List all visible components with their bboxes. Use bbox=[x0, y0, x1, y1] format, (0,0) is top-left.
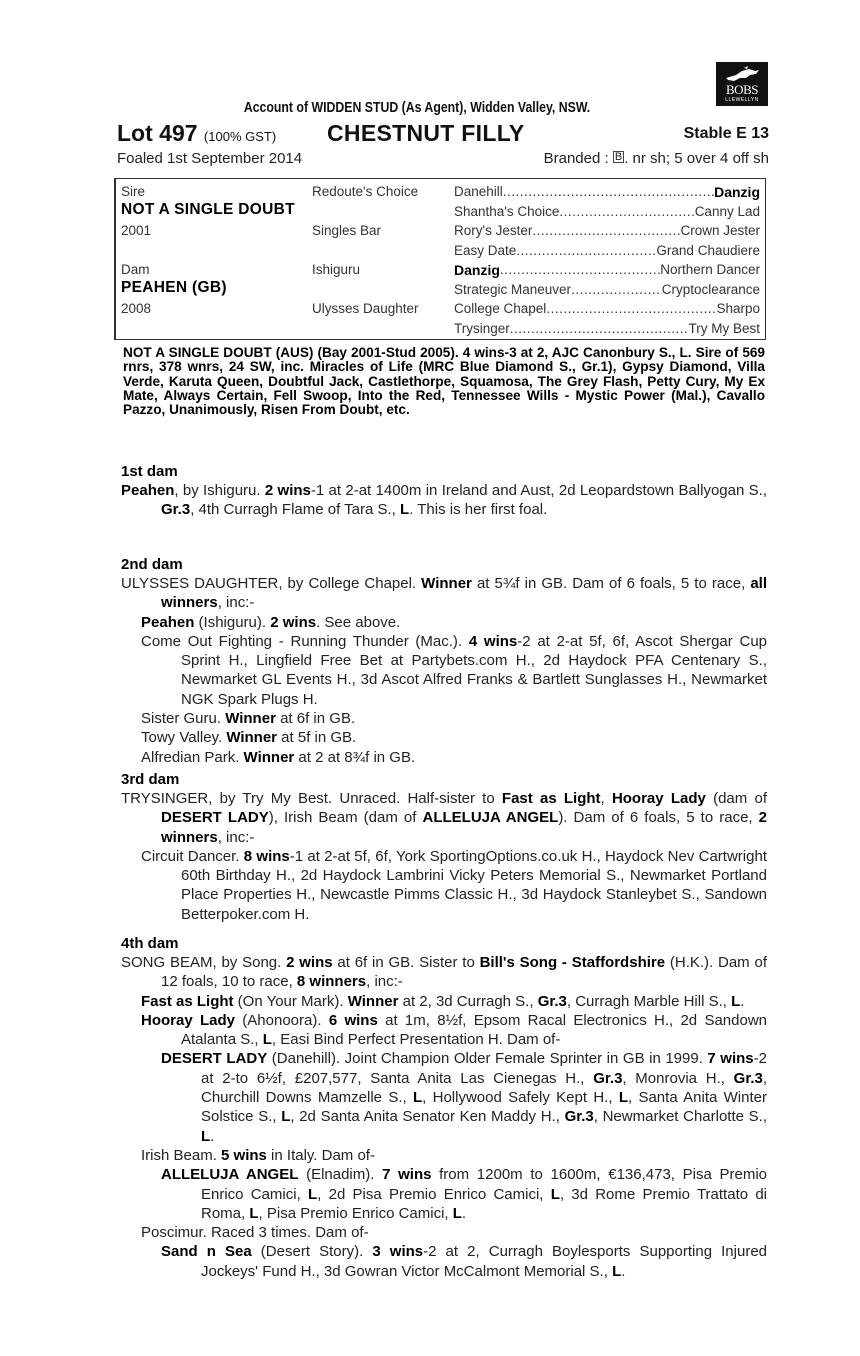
grandparent-row: Shantha's Choice ..... Canny Lad bbox=[454, 204, 760, 219]
dam-label: Dam bbox=[121, 262, 150, 277]
section-title: 3rd dam bbox=[121, 771, 180, 788]
brand-mark-icon: B bbox=[614, 151, 623, 163]
gst-note: (100% GST) bbox=[203, 129, 277, 144]
progeny-entry: Fast as Light (On Your Mark). Winner at 2, 3d Curragh S., Gr.3, Curragh Marble Hill S., L. bbox=[141, 992, 745, 1010]
progeny-entry: Poscimur. Raced 3 times. Dam of- bbox=[141, 1224, 369, 1242]
dam-entry: ULYSSES DAUGHTER, by College Chapel. Winner at 5¾f in GB. Dam of 6 foals, 5 to race, all winners, inc:- bbox=[121, 575, 767, 612]
lot-number: Lot 497 (100% GST) bbox=[117, 120, 277, 146]
section-1st-dam bbox=[121, 462, 767, 520]
foaled-date: Foaled 1st September 2014 bbox=[117, 150, 303, 167]
progeny-entry: Peahen (Ishiguru). 2 wins. See above. bbox=[141, 613, 401, 631]
dam-name: PEAHEN (GB) bbox=[121, 279, 227, 296]
progeny-entry: Irish Beam. 5 wins in Italy. Dam of- bbox=[141, 1146, 375, 1164]
grand-progeny-entry: Sand n Sea (Desert Story). 3 wins-2 at 2, Curragh Boylesports Supporting Injured Jockeys' Fund H., 3d Gowran Victor McCalmont Memorial S., L. bbox=[161, 1243, 768, 1280]
grandparent-row: Danzig ..... Northern Dancer bbox=[454, 262, 760, 278]
section-title: 2nd dam bbox=[121, 556, 183, 573]
dam-entry: TRYSINGER, by Try My Best. Unraced. Half-sister to Fast as Light, Hooray Lady (dam of DESERT LADY), Irish Beam (dam of ALLELUJA ANGEL). Dam of 6 foals, 5 to race, 2 winners, inc:- bbox=[121, 790, 767, 846]
progeny-entry: Circuit Dancer. 8 wins-1 at 2-at 5f, 6f, York SportingOptions.co.uk H., Haydock Nev Cartwright 60th Birthday H., 2d Haydock Lambrini Vicky Peters Memorial S., Newmarket Portland Place Properties H., Newcastle Pimms Classic H., 3d Haydock Stanleybet S., Sandown Betterpoker.com H. bbox=[141, 847, 767, 923]
grandparent-row: Trysinger ..... Try My Best bbox=[454, 321, 760, 336]
lot-heading bbox=[117, 120, 769, 148]
grand-progeny-entry: DESERT LADY (Danehill). Joint Champion Older Female Sprinter in GB in 1999. 7 wins-2 at 2-to 6½f, £207,577, Santa Anita Las Cienegas H., Gr.3, Monrovia H., Gr.3, Churchill Downs Mamzelle S., L, Hollywood Safely Kept H., L, Santa Anita Winter Solstice S., L, 2d Santa Anita Senator Ken Maddy H., Gr.3, Newmarket Charlotte S., L. bbox=[161, 1050, 768, 1145]
sire-name: NOT A SINGLE DOUBT bbox=[121, 201, 295, 218]
section-2nd-dam bbox=[121, 555, 767, 767]
progeny-entry: Hooray Lady (Ahonoora). 6 wins at 1m, 8½f, Epsom Racal Electronics H., 2d Sandown Atalanta S., L, Easi Bind Perfect Presentation H. Dam of- bbox=[141, 1011, 767, 1049]
dam-entry: Peahen, by Ishiguru. 2 wins-1 at 2-at 1400m in Ireland and Aust, 2d Leopardstown Ballyogan S., Gr.3, 4th Curragh Flame of Tara S., L. This is her first foal. bbox=[121, 482, 767, 519]
logo-subtext: LLEWELLYN bbox=[725, 97, 759, 103]
section-3rd-dam bbox=[121, 770, 767, 924]
sire-dam: Singles Bar bbox=[312, 223, 382, 238]
bobs-logo bbox=[716, 62, 768, 106]
horse-description: CHESTNUT FILLY bbox=[327, 120, 525, 146]
sire-label: Sire bbox=[121, 184, 146, 199]
sire-summary: NOT A SINGLE DOUBT (AUS) (Bay 2001-Stud 2005). 4 wins-3 at 2, AJC Canonbury S., L. Sire of 569 rnrs, 378 wnrs, 24 SW, inc. Miracles of Life (MRC Blue Diamond S., Gr.1), Gypsy Diamond, Villa Verde, Karuta Queen, Doubtful Jack, Castlethorpe, Squamosa, The Grey Flash, Petty Cury, My Ex Mate, Always Certain, Fell Swoop, Into the Red, Tennessee Wills - Mystic Power (Mal.), Cavallo Pazzo, Unanimously, Risen From Doubt, etc. bbox=[123, 345, 765, 418]
brand-info: Branded : B . nr sh; 5 over 4 off sh bbox=[543, 150, 769, 167]
logo-text: BOBS bbox=[726, 82, 758, 97]
section-title: 4th dam bbox=[121, 935, 179, 952]
dam-dam: Ulysses Daughter bbox=[312, 301, 419, 316]
dam-year: 2008 bbox=[121, 301, 152, 316]
section-title: 1st dam bbox=[121, 463, 178, 480]
progeny-entry: Alfredian Park. Winner at 2 at 8¾f in GB. bbox=[141, 748, 416, 766]
sire-sire: Redoute's Choice bbox=[312, 184, 419, 199]
progeny-entry: Sister Guru. Winner at 6f in GB. bbox=[141, 710, 356, 728]
grandparent-row: Easy Date ..... Grand Chaudiere bbox=[454, 243, 760, 258]
progeny-entry: Towy Valley. Winner at 5f in GB. bbox=[141, 729, 357, 747]
pedigree-table bbox=[114, 178, 766, 340]
section-4th-dam bbox=[121, 934, 767, 1281]
vendor-account: Account of WIDDEN STUD (As Agent), Widden Valley, NSW. bbox=[243, 99, 591, 116]
grandparent-row: College Chapel ..... Sharpo bbox=[454, 301, 760, 316]
dam-entry: SONG BEAM, by Song. 2 wins at 6f in GB. Sister to Bill's Song - Staffordshire (H.K.). Dam of 12 foals, 10 to race, 8 winners, inc:- bbox=[121, 954, 767, 991]
sire-year: 2001 bbox=[121, 223, 152, 238]
grandparent-row: Strategic Maneuver ..... Cryptoclearance bbox=[454, 282, 760, 297]
stable-location: Stable E 13 bbox=[683, 125, 769, 142]
progeny-entry: Come Out Fighting - Running Thunder (Mac.). 4 wins-2 at 2-at 5f, 6f, Ascot Shergar Cup Sprint H., Lingfield Free Bet at Partybets.com H., 2d Haydock PFA Centenary S., Newmarket GL Events H., 3d Ascot Alfred Franks & Bartlett Sunglasses H., Newmarket NGK Spark Plugs H. bbox=[141, 632, 767, 708]
grandparent-row: Rory's Jester ..... Crown Jester bbox=[454, 223, 760, 238]
grand-progeny-entry: ALLELUJA ANGEL (Elnadim). 7 wins from 1200m to 1600m, €136,473, Pisa Premio Enrico Camici, L, 2d Pisa Premio Enrico Camici, L, 3d Rome Premio Trattato di Roma, L, Pisa Premio Enrico Camici, L. bbox=[161, 1166, 767, 1222]
dam-sire: Ishiguru bbox=[312, 262, 361, 277]
grandparent-row: Danehill ..... Danzig bbox=[454, 184, 760, 200]
